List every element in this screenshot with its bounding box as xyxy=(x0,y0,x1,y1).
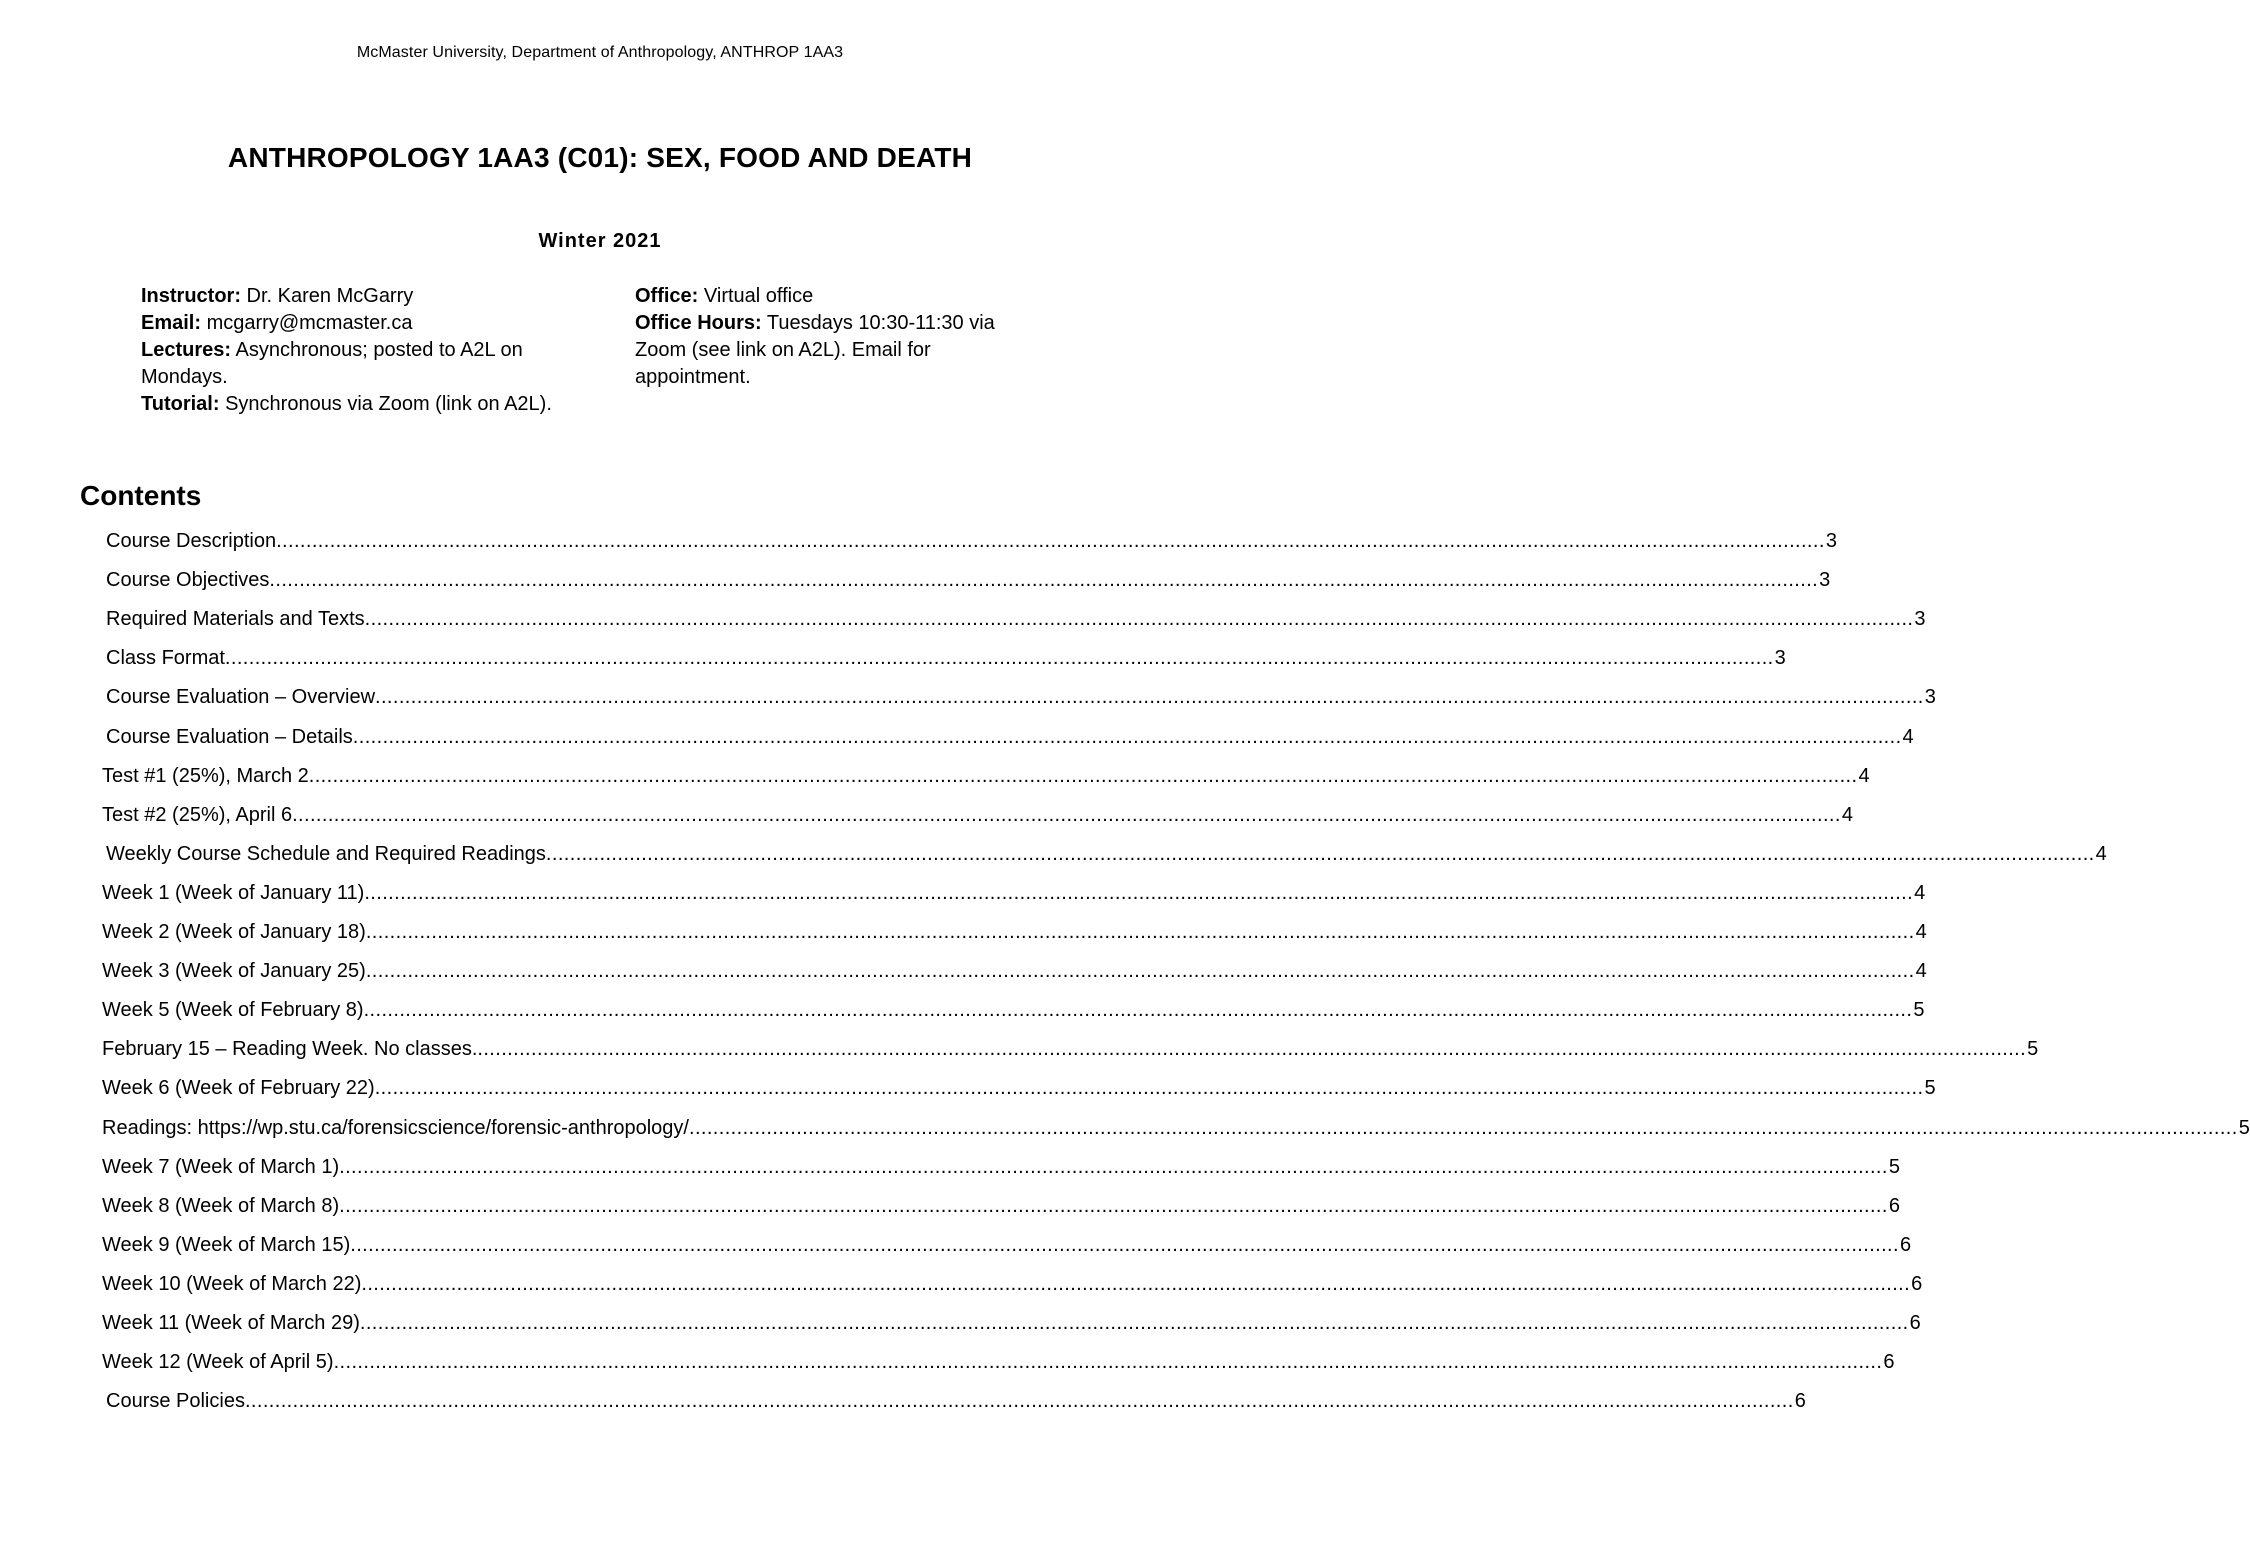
lectures-label: Lectures: xyxy=(141,339,232,361)
lectures-value: Asynchronous; posted to A2L on Mondays. xyxy=(141,339,523,388)
toc-page-number: 3 xyxy=(1914,608,1926,630)
toc-entry[interactable] xyxy=(102,1227,1912,1257)
email-label: Email: xyxy=(141,312,202,334)
toc-entry[interactable] xyxy=(102,1344,1895,1374)
toc-dot-leader: .................................................................................................................................................................................................................................................................... xyxy=(477,1038,2027,1060)
toc-entry-title: Weekly Course Schedule and Required Readings xyxy=(106,843,546,865)
toc-page-number: 6 xyxy=(1794,1390,1806,1412)
toc-page-number: 6 xyxy=(1888,1195,1900,1217)
office-value: Virtual office xyxy=(698,285,814,307)
toc-dot-leader: .................................................................................................................................................................................................................................................................... xyxy=(352,726,1902,748)
toc-page-number: 5 xyxy=(1913,999,1925,1021)
toc-entry[interactable] xyxy=(106,719,1914,749)
toc-dot-leader: .................................................................................................................................................................................................................................................................... xyxy=(333,1351,1883,1373)
toc-dot-leader: .................................................................................................................................................................................................................................................................... xyxy=(365,960,1915,982)
toc-page-number: 3 xyxy=(1774,647,1786,669)
toc-entry[interactable] xyxy=(106,523,1837,553)
document-title: ANTHROPOLOGY 1AA3 (C01): SEX, FOOD AND DEATH xyxy=(227,142,973,173)
toc-entry[interactable] xyxy=(102,1110,2250,1140)
instructor-line xyxy=(141,283,581,310)
toc-page-number: 3 xyxy=(1924,686,1936,708)
toc-dot-leader: .................................................................................................................................................................................................................................................................... xyxy=(224,647,1774,669)
toc-dot-leader: .................................................................................................................................................................................................................................................................... xyxy=(545,843,2095,865)
toc-entry-title: Course Objectives xyxy=(106,569,270,591)
toc-entry[interactable] xyxy=(106,562,1831,592)
toc-dot-leader: .................................................................................................................................................................................................................................................................... xyxy=(359,1312,1909,1334)
toc-page-number: 3 xyxy=(1825,530,1837,552)
instructor-value: Dr. Karen McGarry xyxy=(241,285,414,307)
toc-page-number: 4 xyxy=(1858,765,1870,787)
tutorial-value: Synchronous via Zoom (link on A2L). xyxy=(219,393,552,415)
toc-entry-title: Test #1 (25%), March 2 xyxy=(102,765,309,787)
toc-entry-title: Week 10 (Week of March 22) xyxy=(102,1273,362,1295)
toc-dot-leader: .................................................................................................................................................................................................................................................................... xyxy=(339,1156,1888,1178)
course-info-left-column xyxy=(141,283,581,418)
toc-dot-leader: .................................................................................................................................................................................................................................................................... xyxy=(361,1273,1911,1295)
office-line xyxy=(635,283,1035,310)
toc-entry[interactable] xyxy=(106,1383,1806,1413)
lectures-line xyxy=(141,337,581,391)
email-line xyxy=(141,310,581,337)
toc-entry[interactable] xyxy=(102,1070,1936,1100)
running-header: McMaster University, Department of Anthropology, ANTHROP 1AA3 xyxy=(356,44,844,61)
office-label: Office: xyxy=(635,285,699,307)
toc-entry-title: Week 9 (Week of March 15) xyxy=(102,1234,351,1256)
toc-page-number: 4 xyxy=(1915,921,1927,943)
toc-page-number: 6 xyxy=(1899,1234,1912,1256)
toc-entry-title: Week 2 (Week of January 18) xyxy=(102,921,366,943)
toc-entry-title: Week 5 (Week of February 8) xyxy=(102,999,364,1021)
toc-dot-leader: .................................................................................................................................................................................................................................................................... xyxy=(375,686,1924,708)
contents-heading: Contents xyxy=(80,480,202,511)
toc-dot-leader: .................................................................................................................................................................................................................................................................... xyxy=(363,999,1913,1021)
toc-entry-title: Class Format xyxy=(106,647,225,669)
toc-entry[interactable] xyxy=(102,992,1925,1022)
toc-dot-leader: .................................................................................................................................................................................................................................................................... xyxy=(688,1117,2238,1139)
toc-page-number: 3 xyxy=(1819,569,1831,591)
toc-page-number: 5 xyxy=(2238,1117,2250,1139)
toc-page-number: 6 xyxy=(1909,1312,1921,1334)
toc-entry[interactable] xyxy=(102,1266,1923,1296)
toc-dot-leader: .................................................................................................................................................................................................................................................................... xyxy=(276,530,1825,552)
toc-entry[interactable] xyxy=(102,953,1927,983)
toc-entry-title: Test #2 (25%), April 6 xyxy=(102,804,293,826)
toc-entry[interactable] xyxy=(102,797,1853,827)
tutorial-label: Tutorial: xyxy=(141,393,220,415)
term: Winter 2021 xyxy=(538,230,662,252)
toc-entry-title: Week 8 (Week of March 8) xyxy=(102,1195,340,1217)
toc-page-number: 4 xyxy=(1914,882,1926,904)
toc-dot-leader: .................................................................................................................................................................................................................................................................... xyxy=(350,1234,1899,1256)
toc-entry-title: Required Materials and Texts xyxy=(106,608,365,630)
toc-entry-title: Week 12 (Week of April 5) xyxy=(102,1351,334,1373)
toc-dot-leader: .................................................................................................................................................................................................................................................................... xyxy=(308,765,1858,787)
tutorial-line xyxy=(141,391,581,418)
toc-entry[interactable] xyxy=(106,679,1936,709)
toc-entry-title: Week 7 (Week of March 1) xyxy=(102,1156,340,1178)
instructor-label: Instructor: xyxy=(141,285,241,307)
toc-dot-leader: .................................................................................................................................................................................................................................................................... xyxy=(374,1077,1924,1099)
toc-entry-title: February 15 – Reading Week. No classes. xyxy=(102,1038,478,1060)
toc-entry[interactable] xyxy=(102,875,1926,905)
toc-entry-title: Week 1 (Week of January 11) xyxy=(102,882,365,904)
toc-entry-title: Course Evaluation – Details xyxy=(106,726,353,748)
toc-page-number: 4 xyxy=(1915,960,1927,982)
toc-entry[interactable] xyxy=(102,914,1927,944)
toc-dot-leader: .................................................................................................................................................................................................................................................................... xyxy=(364,608,1914,630)
toc-entry-title: Week 3 (Week of January 25) xyxy=(102,960,366,982)
toc-page-number: 5 xyxy=(1924,1077,1936,1099)
toc-entry-title: Week 11 (Week of March 29) xyxy=(102,1312,360,1334)
toc-entry[interactable] xyxy=(106,640,1786,670)
toc-entry-title: Course Policies xyxy=(106,1390,245,1412)
toc-entry[interactable] xyxy=(102,1031,2039,1061)
toc-dot-leader: .................................................................................................................................................................................................................................................................... xyxy=(292,804,1841,826)
toc-page-number: 4 xyxy=(1902,726,1914,748)
toc-dot-leader: .................................................................................................................................................................................................................................................................... xyxy=(364,882,1914,904)
toc-entry-title: Course Evaluation – Overview xyxy=(106,686,376,708)
office-hours-value: Tuesdays 10:30-11:30 via Zoom (see link on A2L). Email for appointment. xyxy=(635,312,995,388)
office-hours-label: Office Hours: xyxy=(635,312,762,334)
toc-entry[interactable] xyxy=(102,1149,1900,1179)
toc-dot-leader: .................................................................................................................................................................................................................................................................... xyxy=(269,569,1819,591)
toc-page-number: 4 xyxy=(2095,843,2107,865)
toc-entry[interactable] xyxy=(102,1188,1900,1218)
toc-page-number: 4 xyxy=(1841,804,1853,826)
toc-page-number: 5 xyxy=(2027,1038,2039,1060)
toc-entry-title: Week 6 (Week of February 22) xyxy=(102,1077,375,1099)
email-value[interactable]: mcgarry@mcmaster.ca xyxy=(201,312,413,334)
course-info-right-column xyxy=(635,283,1035,391)
office-hours-line xyxy=(635,310,1035,391)
toc-entry[interactable] xyxy=(102,1305,1921,1335)
toc-dot-leader: .................................................................................................................................................................................................................................................................... xyxy=(339,1195,1888,1217)
toc-dot-leader: .................................................................................................................................................................................................................................................................... xyxy=(365,921,1915,943)
toc-page-number: 5 xyxy=(1888,1156,1900,1178)
toc-entry[interactable] xyxy=(102,758,1870,788)
toc-dot-leader: .................................................................................................................................................................................................................................................................... xyxy=(244,1390,1794,1412)
toc-entry[interactable] xyxy=(106,836,2107,866)
toc-page-number: 6 xyxy=(1883,1351,1895,1373)
toc-page-number: 6 xyxy=(1911,1273,1923,1295)
toc-entry[interactable] xyxy=(106,601,1926,631)
toc-entry-title: Course Description xyxy=(106,530,277,552)
toc-entry-title: Readings: https://wp.stu.ca/forensicscience/forensic-anthropology/ xyxy=(102,1117,689,1139)
